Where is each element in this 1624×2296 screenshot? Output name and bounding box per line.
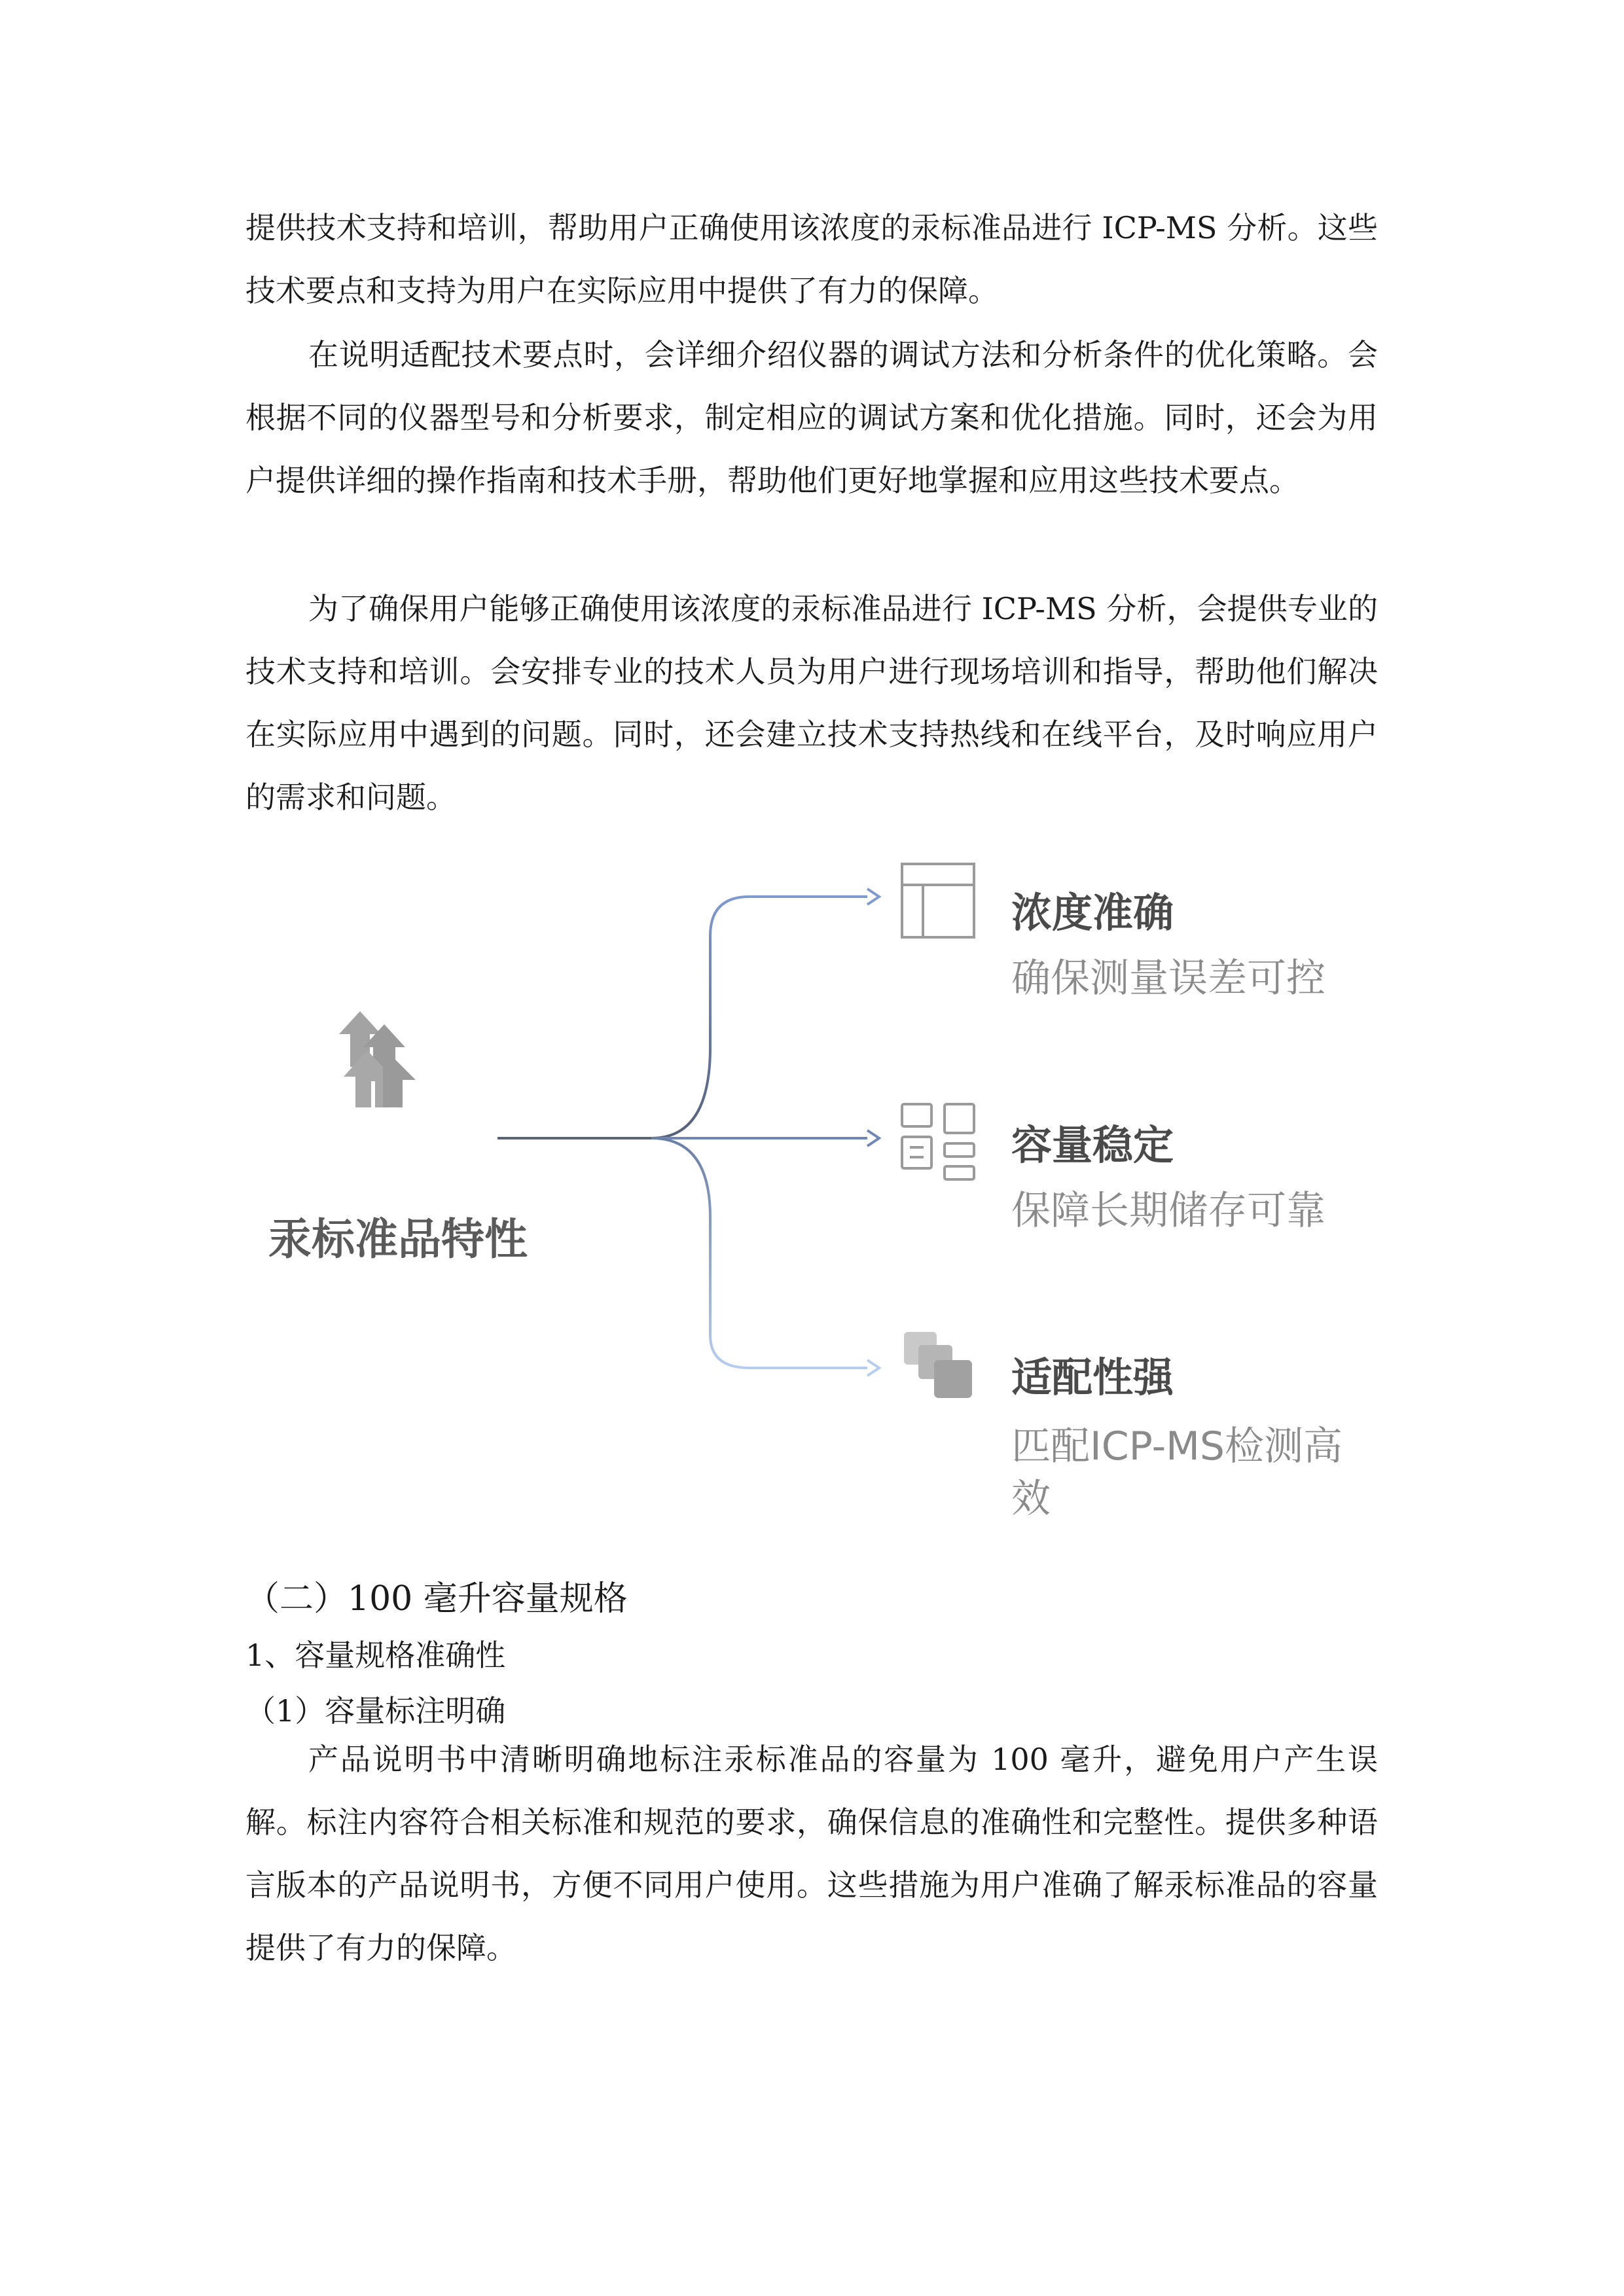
branch-desc-concentration: 确保测量误差可控 [1011,956,1326,1001]
subsection-heading: 1、容量规格准确性 [245,1638,506,1673]
sub-subsection-heading: （1）容量标注明确 [245,1693,506,1729]
arrow-mid-icon [867,1130,879,1146]
paragraph-tech-support: 提供技术支持和培训，帮助用户正确使用该浓度的汞标准品进行 ICP-MS 分析。这些技术要点和支持为用户在实际应用中提供了有力的保障。 [245,210,1379,308]
branch-line-top [651,897,867,1138]
branch-title-adaptability: 适配性强 [1011,1354,1174,1401]
table-layout-icon [902,864,974,937]
diagram-root-label: 汞标准品特性 [268,1214,528,1265]
branch-line-bottom [651,1138,867,1368]
storage-grid-icon [902,1104,974,1179]
branch-title-concentration: 浓度准确 [1011,889,1174,937]
section-heading: （二）100 毫升容量规格 [245,1579,628,1619]
branch-desc-capacity: 保障长期储存可靠 [1011,1188,1326,1234]
branch-title-capacity: 容量稳定 [1011,1121,1174,1169]
paragraph-capacity-label: 产品说明书中清晰明确地标注汞标准品的容量为 100 毫升，避免用户产生误解。标注内容符合相关标准和规范的要求，确保信息的准确性和完整性。提供多种语言版本的产品说明书，方便不同用户使用。这些措施为用户准确了解汞标准品的容量提供了有力的保障。 [245,1742,1378,1965]
paragraph-training: 为了确保用户能够正确使用该浓度的汞标准品进行 ICP-MS 分析，会提供专业的技术支持和培训。会安排专业的技术人员为用户进行现场培训和指导，帮助他们解决在实际应用中遇到的问题。同时，还会建立技术支持热线和在线平台，及时响应用户的需求和问题。 [245,591,1378,815]
paragraph-adaptation-points: 在说明适配技术要点时，会详细介绍仪器的调试方法和分析条件的优化策略。会根据不同的仪器型号和分析要求，制定相应的调试方案和优化措施。同时，还会为用户提供详细的操作指南和技术手册，帮助他们更好地掌握和应用这些技术要点。 [245,337,1378,498]
upload-houses-icon [339,1011,416,1107]
arrow-bottom-icon [867,1360,879,1376]
arrow-top-icon [867,889,879,905]
layered-squares-icon [904,1332,972,1398]
branch-desc-adaptability: 匹配ICP-MS检测高效 [1011,1424,1343,1522]
mercury-standard-features-diagram [245,851,1378,1538]
